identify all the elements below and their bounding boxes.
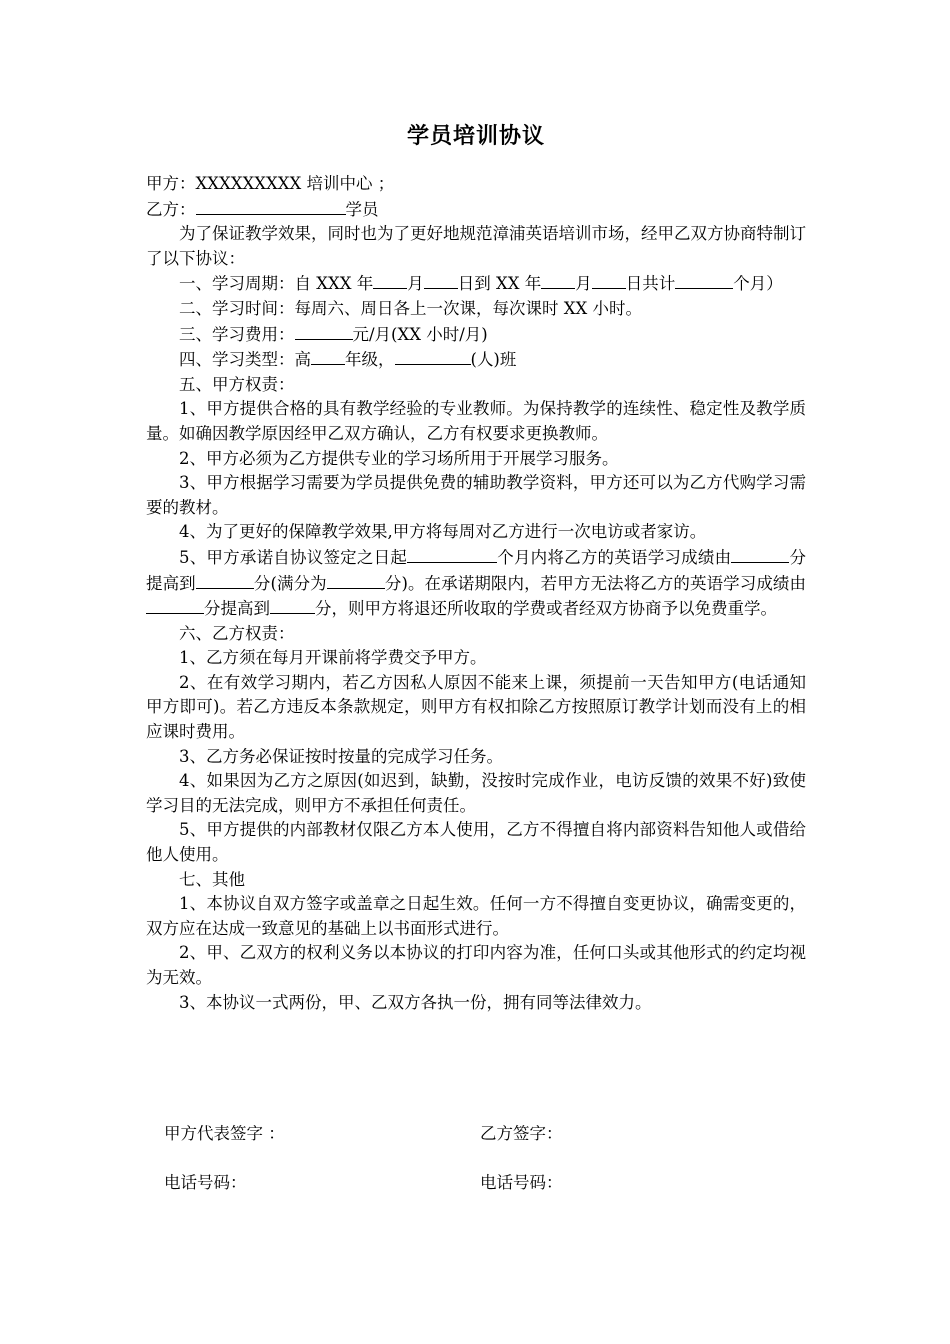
clause-5-item-5-text: 分，则甲方将退还所收取的学费或者经双方协商予以免费重学。: [315, 599, 777, 619]
party-a-line: [146, 172, 806, 197]
clause-5-item: 2、甲方必须为乙方提供专业的学习场所用于开展学习服务。: [179, 448, 619, 468]
clause-3: [146, 322, 806, 348]
full-score-blank: [327, 571, 385, 589]
party-a-signature-label: 甲方代表签字 ：: [164, 1124, 285, 1143]
day-blank: [592, 271, 626, 289]
clause-2: 二、学习时间：每周六、周日各上一次课，每次课时 XX 小时。: [179, 298, 642, 318]
clause-7-heading: 七、其他: [179, 869, 245, 889]
clause-5-item: 4、为了更好的保障教学效果,甲方将每周对乙方进行一次电访或者家访。: [179, 522, 707, 542]
clause-4-text: 四、学习类型：高: [179, 350, 311, 370]
party-a-label: 甲方：: [146, 174, 196, 193]
clause-1-text: 日共计: [625, 274, 676, 294]
clause-3-text: 三、学习费用：: [179, 324, 295, 344]
clause-5-item-5-text: 分提高到: [146, 547, 806, 593]
document-body: [146, 172, 806, 1015]
total-months-blank: [675, 271, 733, 289]
clause-6-item: 3、乙方务必保证按时按量的完成学习任务。: [179, 746, 503, 766]
clause-1-text: 日到 XX 年: [457, 274, 542, 294]
clause-1-text: 月: [575, 274, 592, 294]
score-from-blank: [146, 596, 204, 614]
clause-7-item: 2、甲、乙双方的权利义务以本协议的打印内容为准，任何口头或其他形式的约定均视为无效。: [146, 943, 806, 987]
clause-6-item: 4、如果因为乙方之原因(如迟到，缺勤，没按时完成作业，电访反馈的效果不好)致使学习目的无法完成，则甲方不承担任何责任。: [146, 771, 806, 815]
clause-4: [146, 347, 806, 373]
clause-5-item-5-text: 分(满分为: [253, 573, 327, 593]
fee-blank: [295, 322, 353, 340]
clause-4-text: (人)班: [470, 350, 517, 370]
months-blank: [407, 545, 497, 563]
document-title: 学员培训协议: [406, 124, 545, 149]
clause-5-item: 3、甲方根据学习需要为学员提供免费的辅助教学资料，甲方还可以为乙方代购学习需要的教材。: [146, 473, 806, 517]
clause-4-text: 年级，: [345, 350, 395, 370]
party-a-phone-label: 电话号码：: [164, 1173, 247, 1192]
month-blank: [541, 271, 575, 289]
clause-5-item-5-text: 分)。在承诺期限内，若甲方无法将乙方的英语学习成绩由: [384, 573, 807, 593]
clause-1-text: 一、学习周期：自 XXX 年: [179, 274, 374, 294]
clause-1: [146, 271, 806, 297]
clause-5-item-5-text: 5、甲方承诺自协议签定之日起: [179, 547, 408, 567]
clause-1-text: 月: [407, 274, 424, 294]
party-b-suffix: 学员: [345, 199, 379, 219]
clause-5-item: 1、甲方提供合格的具有教学经验的专业教师。为保持教学的连续性、稳定性及教学质量。如确因教学原因经甲乙双方确认，乙方有权要求更换教师。: [146, 399, 806, 443]
clause-6-heading: 六、乙方权责：: [179, 623, 295, 643]
clause-5-item-5: [146, 545, 806, 622]
day-blank: [424, 271, 458, 289]
party-b-line: [146, 197, 806, 223]
clause-7-item: 1、本协议自双方签字或盖章之日起生效。任何一方不得擅自变更协议，确需变更的，双方应在达成一致意见的基础上以书面形式进行。: [146, 894, 806, 938]
clause-1-text: 个月）: [733, 274, 783, 294]
score-to-blank: [270, 596, 315, 614]
clause-7-item: 3、本协议一式两份，甲、乙双方各执一份，拥有同等法律效力。: [179, 992, 652, 1012]
clause-6-item: 2、在有效学习期内，若乙方因私人原因不能来上课，须提前一天告知甲方(电话通知甲方即可)。若乙方违反本条款规定，则甲方有权扣除乙方按照原订教学计划而没有上的相应课时费用。: [146, 672, 806, 742]
score-to-blank: [196, 571, 254, 589]
party-b-signature-label: 乙方签字：: [480, 1124, 563, 1143]
party-b-blank: [196, 197, 346, 215]
clause-6-item: 1、乙方须在每月开课前将学费交予甲方。: [179, 648, 487, 668]
clause-3-text: 元/月(XX 小时/月): [352, 324, 488, 344]
clause-6-item: 5、甲方提供的内部教材仅限乙方本人使用，乙方不得擅自将内部资料告知他人或借给他人使用。: [146, 820, 806, 865]
party-b-phone-label: 电话号码：: [480, 1173, 563, 1192]
party-b-label: 乙方：: [146, 199, 196, 219]
intro-paragraph: 为了保证教学效果，同时也为了更好地规范漳浦英语培训市场，经甲乙双方协商特制订了以下协议：: [146, 224, 806, 268]
score-from-blank: [731, 545, 789, 563]
clause-5-item-5-text: 个月内将乙方的英语学习成绩由: [497, 547, 732, 567]
clause-5-item-5-text: 分提高到: [204, 599, 270, 619]
month-blank: [373, 271, 407, 289]
class-size-blank: [395, 347, 471, 365]
clause-5-heading: 五、甲方权责：: [179, 374, 295, 394]
party-a-value: XXXXXXXXX 培训中心 ；: [195, 174, 395, 193]
grade-blank: [311, 347, 345, 365]
